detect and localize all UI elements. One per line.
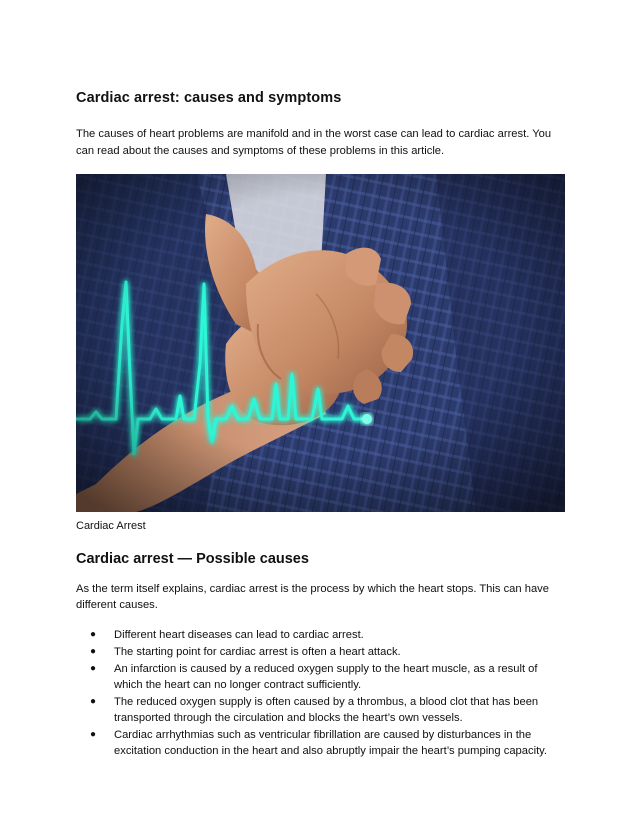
list-item	[76, 644, 566, 660]
list-item-text: Different heart diseases can lead to cardiac arrest.	[114, 629, 364, 641]
bullet-marker: ●	[90, 663, 97, 674]
causes-list	[76, 627, 566, 759]
list-item-text: An infarction is caused by a reduced oxygen supply to the heart muscle, as a result of which the heart can no longer contract sufficiently.	[114, 663, 538, 691]
bullet-marker: ●	[90, 696, 97, 707]
list-item-text: Cardiac arrhythmias such as ventricular fibrillation are caused by disturbances in the excitation conduction in the heart and also abruptly impair the heart’s pumping capacity.	[114, 729, 548, 757]
intro-paragraph: The causes of heart problems are manifold and in the worst case can lead to cardiac arrest. You can read about the causes and symptoms of these problems in this article.	[76, 128, 552, 157]
section-heading: Cardiac arrest — Possible causes	[76, 551, 309, 567]
cardiac-arrest-photo	[76, 174, 565, 512]
photo-illustration	[76, 174, 565, 512]
bullet-marker: ●	[90, 729, 97, 740]
article-content	[76, 88, 566, 760]
list-item	[76, 727, 566, 759]
list-item-text: The starting point for cardiac arrest is often a heart attack.	[114, 646, 401, 658]
bullet-marker: ●	[90, 646, 97, 657]
image-caption: Cardiac Arrest	[76, 520, 146, 532]
list-item-text: The reduced oxygen supply is often caused by a thrombus, a blood clot that has been transported through the circulation and blocks the heart’s own vessels.	[114, 696, 539, 724]
article-title: Cardiac arrest: causes and symptoms	[76, 90, 342, 106]
bullet-marker: ●	[90, 629, 97, 640]
list-item	[76, 661, 566, 693]
section-paragraph: As the term itself explains, cardiac arrest is the process by which the heart stops. This can have different causes.	[76, 583, 549, 611]
list-item	[76, 627, 566, 643]
list-item	[76, 694, 566, 726]
